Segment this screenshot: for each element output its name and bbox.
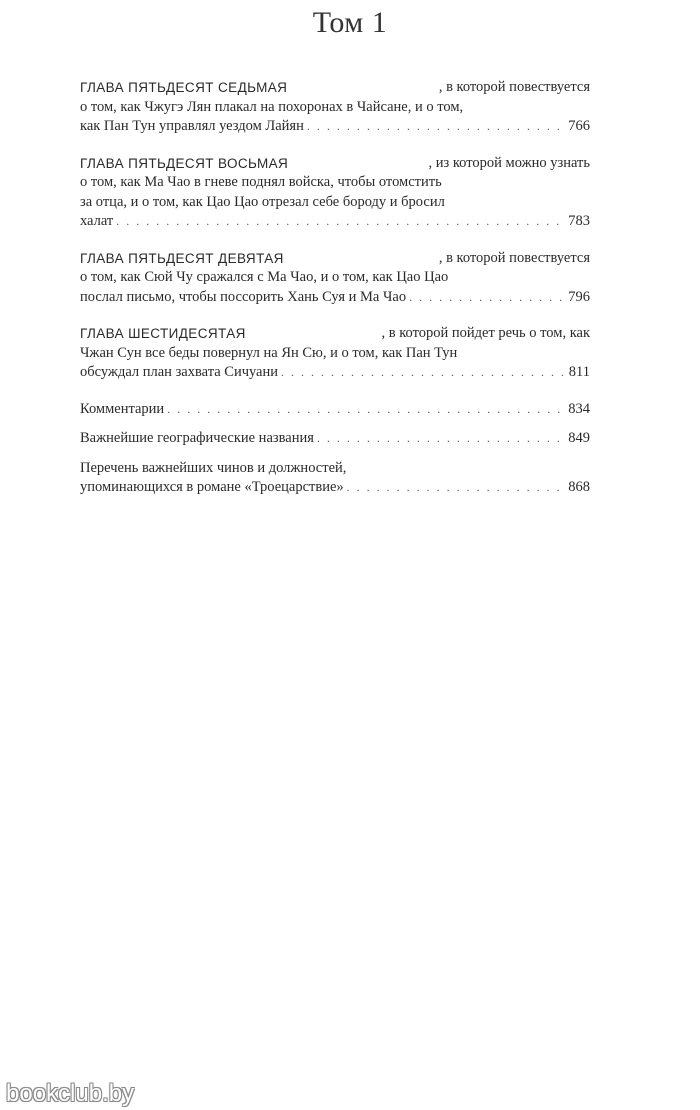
- page-number: 834: [568, 400, 590, 417]
- toc-entry-chapter-58[interactable]: [80, 154, 590, 232]
- toc-line: [80, 249, 590, 269]
- site-watermark: bookclub.by: [6, 1080, 135, 1107]
- chapter-description: Чжан Сун все беды повернул на Ян Сю, и о том, как Пан Тун: [80, 344, 458, 361]
- page-number: 796: [568, 288, 590, 305]
- toc-line: [80, 193, 590, 213]
- toc-line: [80, 173, 590, 193]
- chapter-description: послал письмо, чтобы поссорить Хань Суя и Ма Чао: [80, 288, 407, 305]
- dot-leader: [281, 363, 566, 383]
- chapter-description: , в которой повествуется: [438, 249, 590, 266]
- dot-leader: [116, 212, 565, 232]
- page-number: 849: [568, 430, 590, 446]
- dot-leader: [317, 429, 565, 449]
- toc-line: [80, 98, 590, 118]
- toc-entry-chapter-59[interactable]: [80, 249, 590, 308]
- dot-leader: [409, 288, 565, 308]
- chapter-heading: ГЛАВА ШЕСТИДЕСЯТАЯ: [80, 326, 246, 341]
- toc-line-last: [80, 117, 590, 137]
- toc-line-last: [80, 363, 590, 383]
- toc-entry-commentary[interactable]: [80, 400, 590, 420]
- dot-leader: [347, 478, 566, 498]
- toc-line: [80, 78, 590, 98]
- chapter-description: , в которой пойдет речь о том, как: [381, 325, 590, 341]
- entry-title: Комментарии: [80, 400, 165, 417]
- page-number: 783: [568, 213, 590, 229]
- toc-entry-ranks-list[interactable]: [80, 459, 590, 498]
- chapter-heading: ГЛАВА ПЯТЬДЕСЯТ СЕДЬМАЯ: [80, 80, 288, 95]
- toc-line-last: [80, 429, 590, 449]
- page-number: 766: [568, 118, 590, 134]
- toc-line-last: [80, 212, 590, 232]
- chapter-heading: ГЛАВА ПЯТЬДЕСЯТ ВОСЬМАЯ: [80, 155, 289, 171]
- toc-line: [80, 154, 590, 174]
- toc-entry-chapter-57[interactable]: [80, 78, 590, 137]
- page-number: 811: [568, 364, 590, 380]
- page-number: 868: [568, 479, 590, 495]
- dot-leader: [307, 117, 565, 137]
- toc-line-last: [80, 400, 590, 420]
- toc-line: [80, 344, 590, 364]
- toc-line: [80, 324, 590, 344]
- chapter-description: о том, как Сюй Чу сражался с Ма Чао, и о том, как Цао Цао: [80, 269, 449, 285]
- chapter-description: , в которой повествуется: [438, 79, 590, 95]
- toc-line: [80, 268, 590, 288]
- entry-title: упоминающихся в романе «Троецарствие»: [80, 479, 344, 495]
- chapter-description: халат: [80, 213, 114, 229]
- chapter-description: как Пан Тун управлял уездом Лайян: [80, 118, 304, 134]
- page-title: Том 1: [312, 6, 388, 39]
- chapter-description: , из которой можно узнать: [428, 154, 590, 171]
- toc-line: [80, 459, 590, 479]
- entry-title: Важнейшие географические названия: [80, 430, 314, 446]
- chapter-heading: ГЛАВА ПЯТЬДЕСЯТ ДЕВЯТАЯ: [80, 250, 284, 266]
- chapter-description: за отца, и о том, как Цао Цао отрезал себе бороду и бросил: [80, 193, 445, 210]
- toc-line-last: [80, 288, 590, 308]
- chapter-description: о том, как Ма Чао в гневе поднял войска, чтобы отомстить: [80, 174, 442, 190]
- dot-leader: [167, 400, 565, 420]
- toc-line-last: [80, 478, 590, 498]
- toc-entry-chapter-60[interactable]: [80, 324, 590, 383]
- chapter-description: обсуждал план захвата Сичуани: [80, 364, 279, 380]
- chapter-description: о том, как Чжугэ Лян плакал на похоронах в Чайсане, и о том,: [80, 98, 464, 115]
- toc-entry-geographic-names[interactable]: [80, 429, 590, 449]
- entry-title: Перечень важнейших чинов и должностей,: [80, 459, 347, 476]
- table-of-contents: [80, 78, 590, 508]
